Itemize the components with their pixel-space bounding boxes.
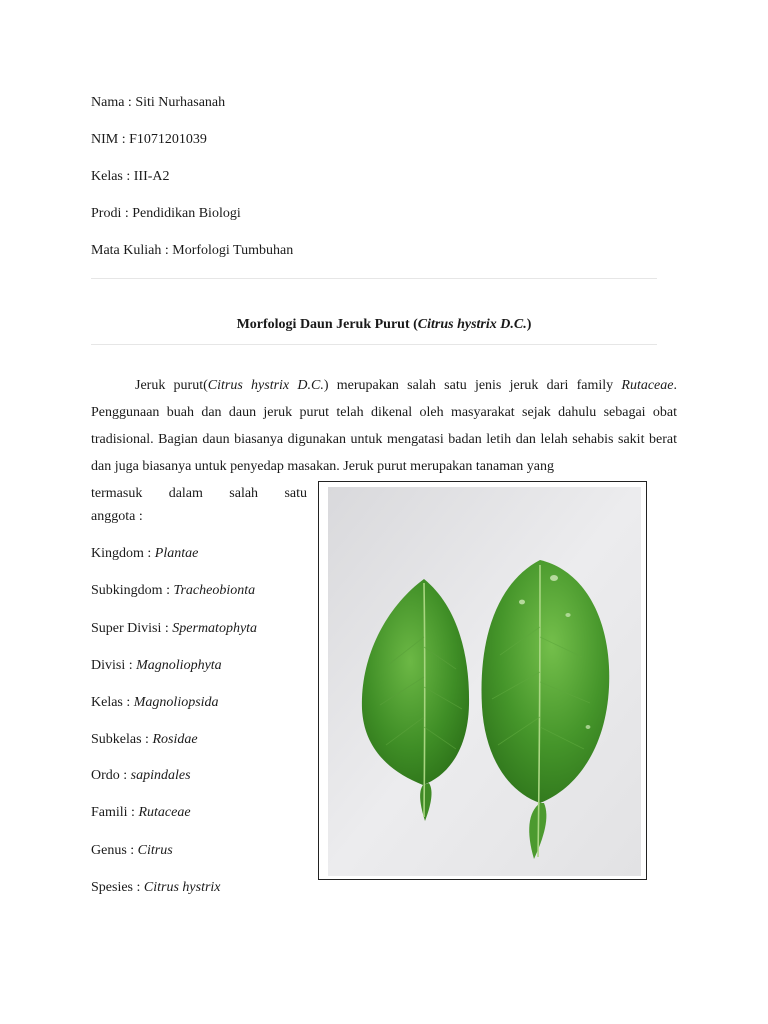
taxonomy-item: Kelas : Magnoliopsida xyxy=(91,695,219,710)
study-program: Prodi : Pendidikan Biologi xyxy=(91,206,241,221)
title-suffix: ) xyxy=(526,317,532,332)
intro-text-2: ) merupakan salah satu jenis jeruk dari family xyxy=(323,378,622,393)
student-class: Kelas : III-A2 xyxy=(91,169,170,184)
intro-family: Rutaceae xyxy=(621,378,674,393)
intro-continuation: termasuk dalam salah satu xyxy=(91,486,307,501)
title-divider xyxy=(91,344,657,345)
taxonomy-item: Ordo : sapindales xyxy=(91,768,191,783)
student-name: Nama : Siti Nurhasanah xyxy=(91,95,226,110)
title-prefix: Morfologi Daun Jeruk Purut ( xyxy=(236,317,418,332)
intro-text-1: Jeruk purut( xyxy=(135,378,208,393)
taxonomy-item: Subkingdom : Tracheobionta xyxy=(91,583,256,598)
header-divider xyxy=(91,278,657,279)
student-nim: NIM : F1071201039 xyxy=(91,132,207,147)
taxonomy-item: Subkelas : Rosidae xyxy=(91,732,198,747)
intro-text-3: . Penggunaan buah dan daun jeruk purut telah dikenal oleh masyarakat sejak dahulu sebagai obat tradisional. Bagian daun biasanya digunakan untuk mengatasi badan letih dan lelah sehabis sakit berat dan juga biasanya untuk penyedap masakan. Jeruk purut merupakan tanaman yang xyxy=(91,378,677,474)
taxonomy-item: Famili : Rutaceae xyxy=(91,805,191,820)
intro-paragraph xyxy=(91,372,677,480)
taxonomy-item: Kingdom : Plantae xyxy=(91,546,199,561)
course-name: Mata Kuliah : Morfologi Tumbuhan xyxy=(91,243,294,258)
leaf-photo xyxy=(318,481,647,880)
taxonomy-item: Divisi : Magnoliophyta xyxy=(91,658,222,673)
title-species: Citrus hystrix D.C. xyxy=(417,317,527,332)
taxonomy-item: Super Divisi : Spermatophyta xyxy=(91,621,258,636)
taxonomy-item: Genus : Citrus xyxy=(91,843,173,858)
taxonomy-item: Spesies : Citrus hystrix xyxy=(91,880,221,895)
intro-continuation-2: anggota : xyxy=(91,509,143,524)
kaffir-lime-leaves-image xyxy=(328,487,641,876)
intro-species: Citrus hystrix D.C. xyxy=(207,378,324,393)
document-title xyxy=(91,316,677,334)
